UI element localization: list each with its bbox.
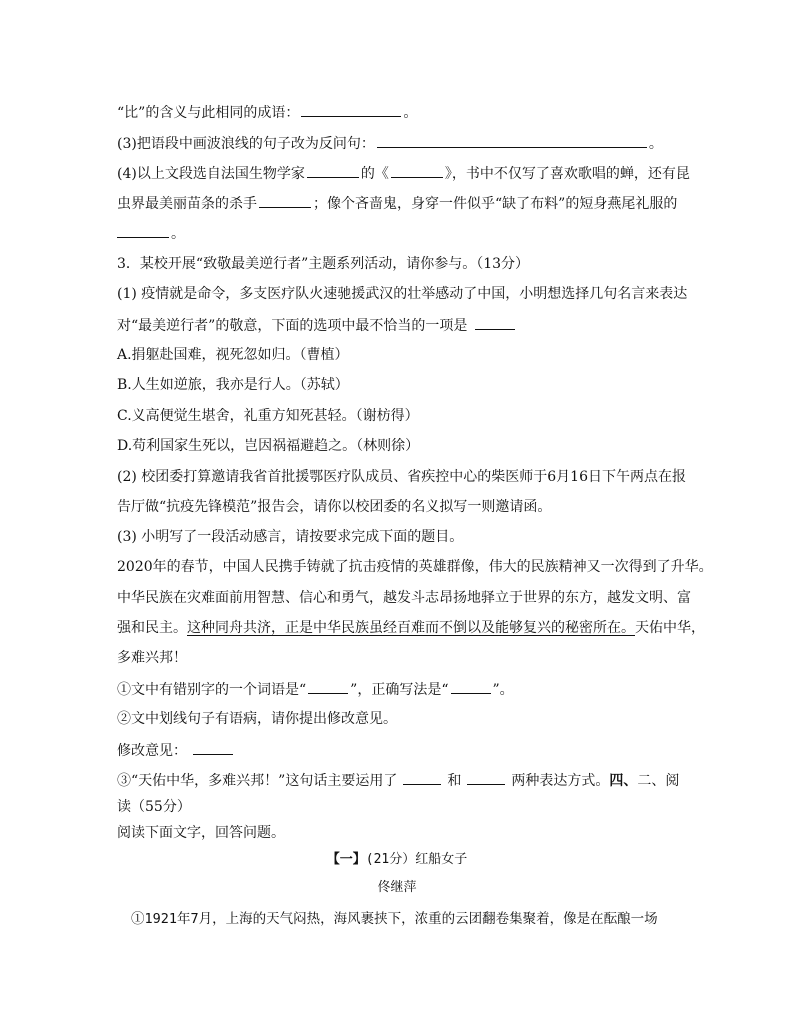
line-text: 。 [403, 105, 418, 121]
text-line [117, 467, 686, 487]
line-text: (3) 小明写了一段活动感言，请按要求完成下面的题目。 [117, 529, 464, 545]
line-text: 告厅做“抗疫先锋模范”报告会，请你以校团委的名义拟写一则邀请函。 [117, 499, 552, 515]
passage-author [0, 878, 794, 898]
text-line [117, 618, 705, 638]
line-text: (2) 校团委打算邀请我省首批援鄂医疗队成员、省疾控中心的柴医师于6月16日下午两点在报 [117, 469, 687, 485]
text-line [117, 102, 417, 123]
line-text: 对“最美逆行者”的敬意，下面的选项中最不恰当的一项是 [117, 318, 468, 334]
line-text: 的《 [360, 166, 389, 182]
line-text: 修改意见： [117, 743, 187, 759]
line-text: ”，正确写法是“ [350, 682, 449, 698]
answer-blank[interactable] [259, 193, 311, 208]
line-text: ②文中划线句子有语病，请你提出修改意见。 [117, 711, 397, 727]
answer-blank[interactable] [301, 102, 401, 117]
passage-paragraph-1 [131, 909, 658, 929]
answer-blank[interactable] [451, 679, 491, 694]
line-text: 。 [171, 226, 185, 242]
underlined-sentence: 这种同舟共济，正是中华民族虽经百难而不倒以及能够复兴的秘密所在。 [187, 620, 635, 636]
line-text: 阅读下面文字，回答问题。 [117, 825, 285, 841]
text-line [117, 709, 397, 729]
line-text: A.捐躯赴国难，视死忽如归。（曹植） [117, 347, 349, 363]
line-text: 。 [648, 136, 663, 152]
text-line [117, 588, 691, 608]
passage-title [0, 850, 794, 870]
line-text: 两种表达方式。 [511, 773, 610, 789]
text-line [117, 163, 690, 184]
text-line [117, 740, 235, 761]
text-line [117, 770, 679, 791]
line-text: B.人生如逆旅，我亦是行人。（苏轼） [117, 377, 349, 393]
line-text: 多难兴邦！ [117, 650, 187, 666]
line-text: 中华民族在灾难面前用智慧、信心和勇气，越发斗志昂扬地驿立于世界的东方，越发文明、富 [117, 590, 691, 606]
line-text: 强和民主。 [117, 620, 187, 636]
text-line [117, 648, 187, 668]
passage-title-text: (21分）红船女子 [365, 852, 468, 867]
option-c [117, 406, 419, 426]
text-line [117, 679, 514, 700]
line-text: 虫界最美丽苗条的杀手 [117, 196, 257, 212]
line-text: 》，书中不仅写了喜欢歌唱的蝉，还有昆 [444, 166, 690, 182]
answer-blank[interactable] [308, 679, 348, 694]
line-text: 和 [447, 773, 462, 789]
line-text: (4)以上文段选自法国生物学家 [117, 166, 305, 182]
line-text: ”。 [492, 682, 514, 698]
answer-blank[interactable] [391, 163, 443, 178]
text-line [117, 315, 517, 336]
text-line [117, 557, 713, 577]
option-d [117, 436, 419, 456]
line-text: ①1921年7月，上海的天气闷热，海风裹挟下，浓重的云团翻卷集聚着，像是在酝酿一场 [131, 911, 658, 927]
line-text: “比”的含义与此相同的成语： [117, 105, 300, 121]
text-line [117, 133, 663, 154]
text-line [117, 797, 191, 817]
text-line [117, 193, 677, 214]
line-text: ；像个吝啬鬼，身穿一件似乎“缺了布料”的短身燕尾礼服的 [313, 196, 678, 212]
answer-blank[interactable] [307, 163, 359, 178]
line-text: ①文中有错别字的一个词语是“ [117, 682, 307, 698]
line-text: 二、阅 [637, 773, 680, 789]
line-text: 天佑中华， [635, 620, 705, 636]
line-text: 读（55分） [117, 799, 191, 815]
text-line [117, 823, 285, 843]
line-text: 3．某校开展“致敬最美逆行者”主题系列活动，请你参与。（13分） [117, 256, 530, 272]
question-3-heading [117, 254, 529, 274]
line-text: 2020年的春节，中国人民携手铸就了抗击疫情的英雄群像，伟大的民族精神又一次得到了升华。 [117, 559, 713, 575]
answer-blank[interactable] [467, 770, 505, 785]
line-text: (3)把语段中画波浪线的句子改为反问句： [117, 136, 375, 152]
text-line [117, 527, 463, 547]
option-a [117, 345, 349, 365]
text-line [117, 497, 551, 517]
section-number: 四、 [609, 773, 638, 789]
option-b [117, 375, 349, 395]
answer-blank[interactable] [377, 133, 647, 148]
passage-title-bracket: 【一】 [326, 852, 366, 867]
line-text: D.苟利国家生死以，岂因祸福避趋之。（林则徐） [117, 438, 420, 454]
answer-blank[interactable] [403, 770, 441, 785]
line-text: C.义高便觉生堪舍，礼重方知死甚轻。（谢枋得） [117, 408, 419, 424]
text-line [117, 223, 185, 244]
answer-blank[interactable] [193, 740, 233, 755]
line-text: ③“天佑中华，多难兴邦！”这句话主要运用了 [117, 773, 398, 789]
author-text: 佟继萍 [377, 880, 417, 895]
answer-blank[interactable] [117, 223, 169, 238]
answer-blank[interactable] [475, 315, 515, 330]
text-line [117, 284, 687, 304]
line-text: (1) 疫情就是命令，多支医疗队火速驰援武汉的壮举感动了中国，小明想选择几句名言来表达 [117, 286, 688, 302]
